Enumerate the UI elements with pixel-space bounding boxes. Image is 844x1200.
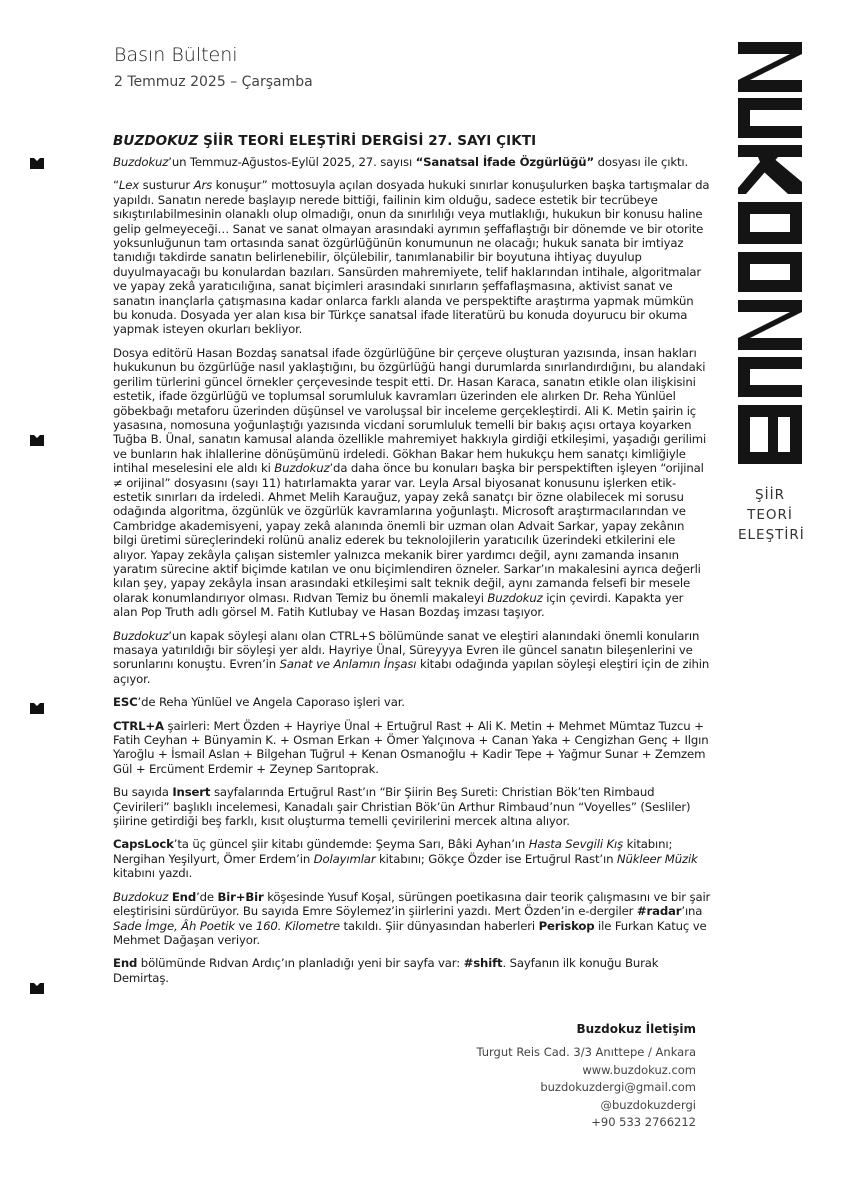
paragraph-capslock — [113, 837, 711, 880]
text-span: ’ta üç güncel şiir kitabı gündemde: Şeyma Sarı, Bâki Ayhan’ın — [173, 837, 529, 852]
text-span: kitabını yazdı. — [113, 866, 193, 881]
section-name: #shift — [463, 956, 503, 971]
tagline-word: ŞİİR — [755, 487, 785, 503]
text-span: için çevirdi. Kapakta yer alan Pop Truth adlı görsel M. Fatih Kutlubay ve Hasan Bozdaş imzası taşıyor. — [113, 590, 684, 620]
magazine-title: Sade İmge, Âh Poetik — [113, 918, 235, 933]
section-name: CapsLock — [113, 837, 174, 852]
magazine-title: 160. Kilometre — [255, 918, 340, 933]
margin-marker-icon — [30, 703, 44, 714]
paragraph-interview — [113, 629, 711, 687]
italic-term: Lex — [118, 178, 140, 193]
logo-tagline — [738, 485, 805, 545]
italic-term: Ars — [193, 178, 213, 193]
magazine-name: Buzdokuz — [113, 155, 169, 169]
press-release-date: 2 Temmuz 2025 – Çarşamba — [114, 74, 313, 90]
magazine-name: Buzdokuz — [113, 628, 169, 643]
contact-block — [476, 1022, 696, 1132]
paragraph-shift — [113, 956, 711, 985]
tagline-word: ELEŞTİRİ — [738, 527, 805, 543]
text-span: Dosya editörü Hasan Bozdaş sanatsal ifade özgürlüğüne bir çerçeve oluşturan yazısında, insan hakları hukukunun bu özgürlüğe nasıl yaklaştığını, bu özgürlüğü hangi durumlarda sınırlandırdığını, bu alandaki gerilim türlerini güncel örnekler çerçevesinde tespit etti. Dr. Hasan Karaca, sanatın etikle olan ilişkisini estetik, ifade özgürlüğü ve toplumsal sorumluluk kavramları üzerinden ele alırken Dr. Reha Yünlüel göbekbağı metaforu üzerinden düşünsel ve varoluşsal bir inceleme gerçekleştirdi. Ali K. Metin şairin iç yasasına, nomosuna yoğunlaştığı yazısında vicdani sorumluluk temelli bir bakış açısı ortaya koyarken Tuğba B. Ünal, sanatın kamusal alanda özellikle mahremiyet hakkıyla girdiği etkileşimi, yaşadığı gerilimi ve bunların hak ihlallerine dönüşümünü irdeledi. Gökhan Bakar hem hukukçu hem sanatçı kimliğiyle intihal meselesini ele aldı ki — [113, 345, 707, 476]
text-span: ile Furkan Katuç ve Mehmet Dağaşan veriyor. — [113, 918, 707, 947]
text-span: kitabını; Gökçe Özder ise Ertuğrul Rast’ın — [375, 851, 617, 866]
margin-marker-icon — [30, 435, 44, 446]
book-title: Dolayımlar — [313, 851, 376, 866]
section-name: Periskop — [538, 918, 595, 933]
section-name: Insert — [172, 785, 211, 800]
text-span: bölümünde Rıdvan Ardıç’ın planladığı yeni bir sayfa var: — [137, 956, 464, 971]
text-span: Bu sayıda — [113, 785, 173, 800]
section-name: End — [113, 956, 138, 971]
press-release-title: Basın Bülteni — [114, 44, 238, 66]
dossier-title: “Sanatsal İfade Özgürlüğü” — [415, 155, 594, 169]
margin-marker-icon — [30, 983, 44, 994]
text-span: susturur — [139, 178, 194, 193]
paragraph-esc — [113, 695, 711, 709]
magazine-name: Buzdokuz — [113, 889, 169, 904]
contact-social: @buzdokuzdergi — [600, 1097, 696, 1112]
paragraph-dossier — [113, 178, 711, 336]
text-span: ’da daha önce bu konuları başka bir perspektiften işleyen “orijinal ≠ orijinal” dosyasını (sayı 11) hatırlamakta yarar var. Leyla Arsal biyosanat konusunu işlerken etik-estetik sınırları da irdeledi. Ahmet Melih Karauğuz, yapay zekâ sanatçı bir özne olabilecek mi sorusu odağında algoritma, özgünlük ve özgürlük kavramlarına yoğunlaştı. Microsoft araştırmacılarından ve Cambridge akademisyeni, yapay zekâ alanında önemli bir uzman olan Advait Sarkar, yapay zekânın bilgi üretimi süreçlerindeki rolünü analiz ederek bu teknolojilerin yaratıcılık üzerindeki etkilerini ele alıyor. Yapay zekâyla çalışan sistemler yalnızca mekanik birer yardımcı değil, aynı zamanda insanın yaratım sürecine aktif biçimde katılan ve onu biçimlendiren özneler. Sarkar’ın makalesini ayrıca değerli kılan şey, yapay zekâyla insan arasındaki etkileşimi salt teknik değil, aynı zamanda felsefi bir mesele olarak konumlandırıyor olması. Rıdvan Temiz bu önemli makaleyi — [113, 461, 704, 605]
book-title: Sanat ve Anlamın İnşası — [279, 657, 417, 672]
text-span: köşesinde Yusuf Koşal, sürüngen poetikasına dair teorik çalışmasını ve bir şair eleştirisini sürdürüyor. Bu sayıda Emre Söylemez’in şiirlerini yazdı. Mert Özden’in e-dergiler — [113, 889, 711, 919]
section-name: Bir+Bir — [217, 889, 264, 904]
book-title: Nükleer Müzik — [616, 851, 698, 866]
buzdokuz-logo — [738, 42, 802, 464]
contact-website: www.buzdokuz.com — [582, 1062, 696, 1077]
paragraph-insert — [113, 785, 711, 828]
section-name: CTRL+A — [113, 718, 164, 733]
contact-phone: +90 533 2766212 — [591, 1115, 696, 1129]
paragraph-poets — [113, 719, 711, 777]
text-span: . Sayfanın ilk konuğu Burak Demirtaş. — [113, 956, 659, 985]
article-heading — [113, 133, 711, 149]
section-name: #radar — [636, 904, 682, 919]
text-span: sayfalarında Ertuğrul Rast’ın “Bir Şiirin Beş Sureti: Christian Bök’ten Rimbaud Çevirileri” başlıklı incelemesi, Kanadalı şair Christian Bök’ün Arthur Rimbaud’nun “Voyelles” (Sesliler) şiirine getirdiği beş farklı, kısıt oluşturma temelli çevirilerini mercek altına alıyor. — [113, 785, 691, 829]
text-span: ’un Temmuz-Ağustos-Eylül 2025, 27. sayısı — [168, 155, 416, 169]
paragraph-intro — [113, 155, 711, 169]
tagline-word: TEORİ — [747, 507, 793, 523]
text-span: ve — [234, 918, 256, 933]
heading-text: ŞİİR TEORİ ELEŞTİRİ DERGİSİ 27. SAYI ÇIKTI — [198, 133, 537, 149]
magazine-name: Buzdokuz — [487, 590, 543, 605]
magazine-name: Buzdokuz — [274, 461, 330, 476]
contact-address: Turgut Reis Cad. 3/3 Anıttepe / Ankara — [476, 1045, 696, 1059]
text-span: ’de — [196, 889, 218, 904]
book-title: Hasta Sevgili Kış — [528, 837, 624, 852]
text-span: ’de Reha Yünlüel ve Angela Caporaso işleri var. — [137, 695, 405, 710]
section-name: End — [171, 889, 197, 904]
text-span: ’ına — [681, 904, 703, 919]
magazine-name: BUZDOKUZ — [113, 133, 199, 149]
text-span: “ — [113, 178, 119, 193]
text-span: kitabı odağında yapılan söyleşi eleştiri için de zihin açıyor. — [113, 657, 710, 686]
text-span: dosyası ile çıktı. — [594, 155, 689, 169]
text-span: konuşur” mottosuyla açılan dosyada hukuki sınırlar konuşulurken başka tartışmalar da yapıldı. Sanatın nerede başlayıp nerede bittiği, failinin kim olduğu, sadece estetik bir tecrübeye sıkıştırılabilmesinin olanaklı olup olmadığı, onun da sınırlılığı veya mutlaklığı, hukukun bir konusu haline gelip gelmeyeceği… Sanat ve sanat olmayan arasındaki ayrımın şeffaflaştığı bir dönemde ve bir otorite yoksunluğunun tam ortasında sanat özgürlüğünün konumunun ne olacağı; hukuk sanata bir imtiyaz tanıdığı takdirde sanatın belirlenebilir, ölçülebilir, tanımlanabilir bir boyutuna ihtiyaç duyulup duyulmayacağı bu konulardan bazıları. Sansürden mahremiyete, telif haklarından intihale, algoritmalar ve yapay zekâ yaratıcılığına, sanat biçimleri arasındaki sınırların şeffaflaşmasına, aktivist sanat ve sanatın inançlarla çatışmasına kadar onlarca farklı alanda ve perspektifte araştırma yapmak mümkün bu konuda. Dosyada yer alan kısa bir Türkçe sanatsal ifade literatürü bu konuda doyurucu bir okuma yapmak isteyen okurları bekliyor. — [113, 178, 710, 337]
margin-marker-icon — [30, 158, 44, 169]
text-span: takıldı. Şiir dünyasından haberleri — [339, 918, 539, 933]
text-span: ’un kapak söyleşi alanı olan CTRL+S bölümünde sanat ve eleştiri alanındaki önemli konuların masaya yatırıldığı bir söyleşi yer aldı. Hayriye Ünal, Süreyyya Evren ile güncel sanatın bileşenlerini ve sorunlarını konuştu. Evren’in — [113, 628, 700, 672]
text-span: şairleri: Mert Özden + Hayriye Ünal + Ertuğrul Rast + Ali K. Metin + Mehmet Mümtaz Tuzcu + Fatih Ceyhan + Bünyamin K. + Osman Erkan + Ömer Yalçınova + Canan Yaka + Cengizhan Genç + Ilgın Yaroğlu + İsmail Aslan + Bilgehan Tuğrul + Kenan Osmanoğlu + Kadir Tepe + Yağmur Sunar + Zemzem Gül + Ercüment Erdemir + Zeynep Sarıtoprak. — [113, 718, 709, 776]
article-body — [113, 133, 711, 994]
contact-email: buzdokuzdergi@gmail.com — [540, 1080, 696, 1094]
text-span: kitabını; Nergihan Yeşilyurt, Ömer Erdem’in — [113, 837, 673, 866]
paragraph-end — [113, 890, 711, 948]
section-name: ESC — [113, 695, 138, 710]
contact-title: Buzdokuz İletişim — [576, 1022, 696, 1036]
paragraph-contributors — [113, 346, 711, 620]
